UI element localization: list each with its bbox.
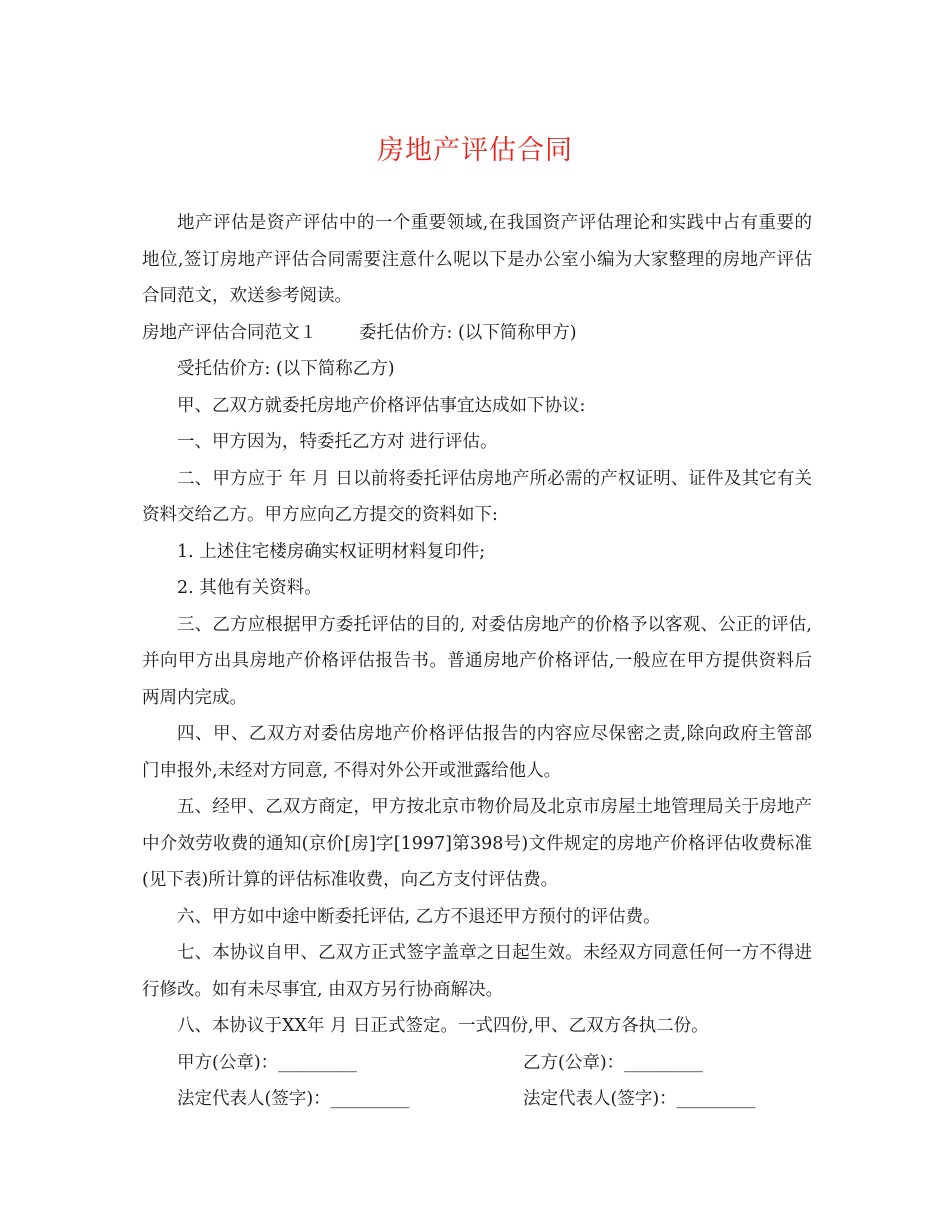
clause-2: 二、甲方应于 年 月 日以前将委托评估房地产所必需的产权证明、证件及其它有关资料交给乙方。甲方应向乙方提交的资料如下: — [142, 468, 812, 525]
party-a-representative-field: 法定代表人(签字)：_________ — [177, 1089, 410, 1109]
signature-row-seal — [142, 1045, 812, 1082]
party-b-seal-field: 乙方(公章)：_________ — [523, 1052, 703, 1073]
party-a-line: 委托估价方: (以下简称甲方) — [359, 322, 577, 343]
clause-6: 六、甲方如中途中断委托评估, 乙方不退还甲方预付的评估费。 — [177, 906, 661, 927]
list-item-2: 2. 其他有关资料。 — [177, 578, 322, 598]
agreement-line: 甲、乙双方就委托房地产价格评估事宜达成如下协议: — [177, 395, 586, 416]
clause-7: 七、本协议自甲、乙双方正式签字盖章之日起生效。未经双方同意任何一方不得进行修改。如有未尽事宜, 由双方另行协商解决。 — [142, 943, 812, 1000]
clause-8: 八、本协议于XX年 月 日正式签定。一式四份,甲、乙双方各执二份。 — [177, 1016, 709, 1036]
clause-5: 五、经甲、乙双方商定，甲方按北京市物价局及北京市房屋土地管理局关于房地产中介效劳收费的通知(京价[房]字[1997]第398号)文件规定的房地产价格评估收费标准(见下表)所计算的评估标准收费，向乙方支付评估费。 — [142, 797, 812, 890]
clause-1: 一、甲方因为，特委托乙方对 进行评估。 — [177, 432, 498, 452]
intro-paragraph: 地产评估是资产评估中的一个重要领域,在我国资产评估理论和实践中占有重要的地位,签订房地产评估合同需要注意什么呢以下是办公室小编为大家整理的房地产评估合同范文，欢送参考阅读。 — [142, 213, 812, 306]
sample-heading-line — [142, 315, 812, 352]
signature-row-representative — [142, 1081, 812, 1118]
clause-4: 四、甲、乙双方对委估房地产价格评估报告的内容应尽保密之责,除向政府主管部门申报外,未经对方同意, 不得对外公开或泄露给他人。 — [142, 724, 812, 781]
document-body — [142, 205, 812, 1118]
sample-heading: 房地产评估合同范文１ — [142, 322, 317, 343]
party-b-representative-field: 法定代表人(签字)：_________ — [523, 1089, 756, 1109]
party-b-line: 受托估价方: (以下简称乙方) — [177, 359, 395, 379]
list-item-1: 1. 上述住宅楼房确实权证明材料复印件; — [177, 541, 486, 562]
party-a-seal-field: 甲方(公章)：_________ — [177, 1052, 357, 1073]
clause-3: 三、乙方应根据甲方委托评估的目的, 对委估房地产的价格予以客观、公正的评估, 并向甲方出具房地产价格评估报告书。普通房地产价格评估,一般应在甲方提供资料后两周内完成。 — [142, 614, 812, 708]
document-title: 房地产评估合同 — [377, 135, 573, 166]
